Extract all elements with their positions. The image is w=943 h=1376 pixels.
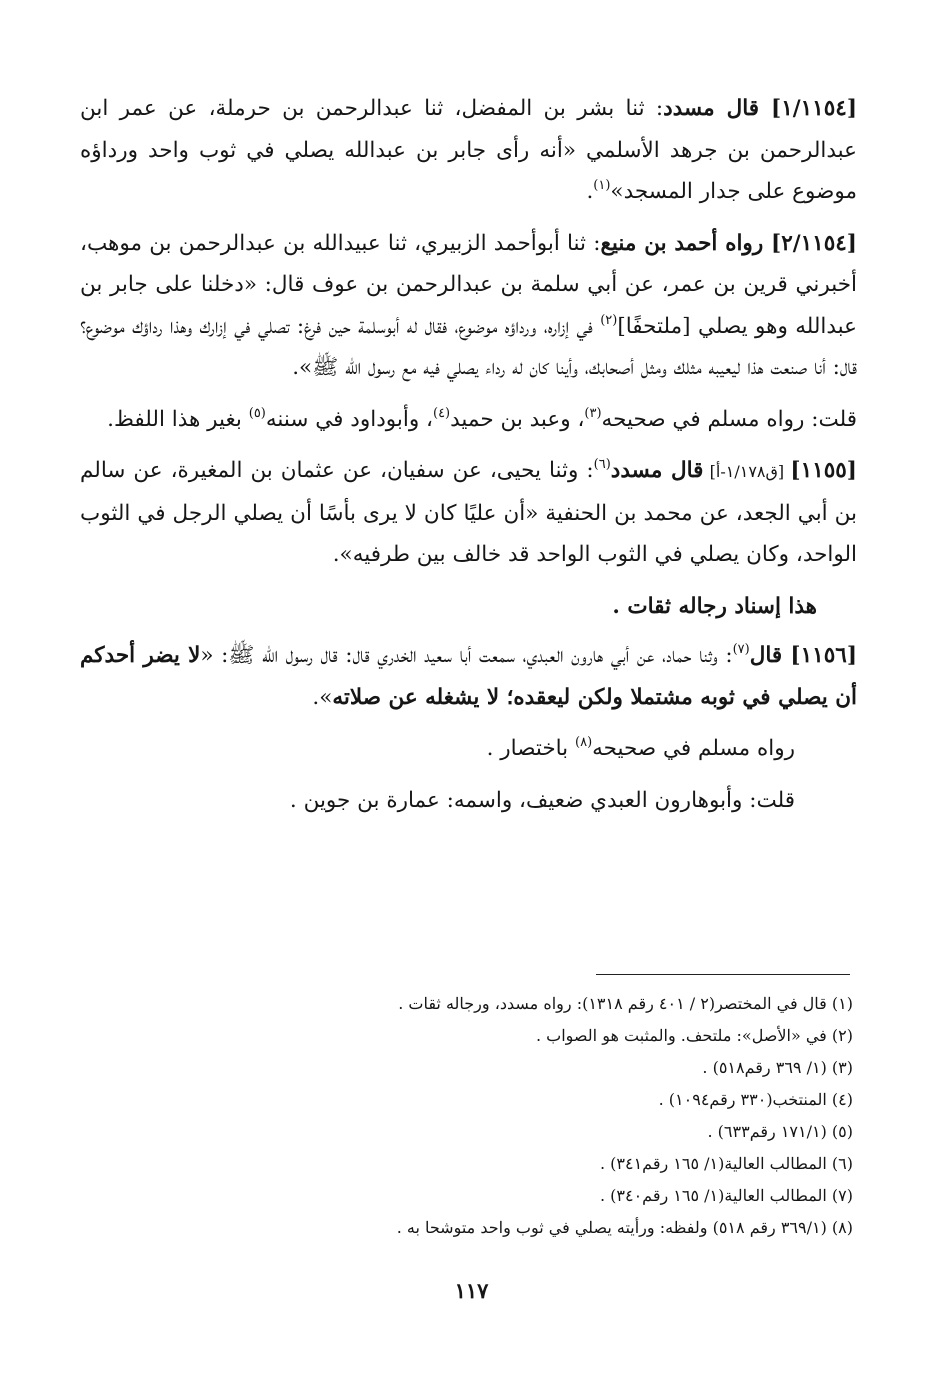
footnote-3: (٣) (١/ ٣٦٩ رقم٥١٨) .: [702, 1058, 853, 1077]
hadith-text: ».: [312, 684, 333, 710]
takhrij-text: رواه مسلم في صحيحه: [592, 736, 795, 761]
isnad-grading: [80, 586, 857, 628]
hadith-text: : ثنا أبوأحمد الزبيري، ثنا عبيدالله بن عبدالرحمن بن موهب، أخبرني قرين بن عمر، عن أبي سلمة بن عبدالرحمن بن عوف قال: «دخلنا على جابر بن عبدالله وهو يصلي [ملتحفًا]: [80, 230, 857, 339]
grading-text: هذا إسناد رجاله ثقات .: [612, 593, 817, 619]
hadith-matn: لا يضر أحدكم أن يصلي في ثوبه مشتملا ولكن ليعقده؛ لا يشغله عن صلاته: [80, 643, 857, 710]
page-number: ١١٧: [454, 1278, 489, 1303]
footnote-ref[interactable]: (١): [593, 178, 611, 193]
main-text: [80, 88, 857, 831]
hadith-text: في إزاره، ورداؤه موضوع، فقال له أبوسلمة حين فرغ: تصلي في إزارك وهذا رداؤك موضوع؟ قال: أنا صنعت هذا ليعيبه مثلك ومثل أصحابك، وأينا كان له رداء يصلي فيه مع رسول الله ﷺ».: [80, 313, 857, 380]
footnote-1: (١) قال في المختصر(٢ / ٤٠١ رقم ١٣١٨): رواه مسدد، ورجاله ثقات .: [398, 994, 853, 1013]
commentary-text: بغير هذا اللفظ.: [107, 406, 249, 432]
footnote-ref[interactable]: (٥): [248, 405, 266, 421]
hadith-label: [١/١١٥٤] قال مسدد: [663, 96, 857, 121]
footnote-ref[interactable]: (٣): [584, 405, 602, 421]
footnote-ref[interactable]: (٢): [600, 312, 618, 328]
commentary-text: ، وعبد بن حميد: [450, 406, 585, 432]
manuscript-ref: [ق١/١٧٨-أ]: [703, 462, 791, 481]
hadith-1154-1: [80, 88, 857, 213]
commentary-paragraph: [80, 399, 857, 441]
footnote-2: (٢) في «الأصل»: ملتحف. والمثبت هو الصواب .: [535, 1026, 853, 1045]
hadith-text: : وثنا يحيى، عن سفيان، عن عثمان بن المغيرة، عن سالم بن أبي الجعد، عن محمد بن الحنفية «أن عليًا كان لا يرى بأسًا أن يصلي الرجل في الثوب الواحد، وكان يصلي في الثوب الواحد قد خالف بين طرفيه».: [80, 458, 857, 567]
footnotes: [80, 988, 853, 1244]
footnote-4: (٤) المنتخب(٣٣٠ رقم١٠٩٤) .: [658, 1090, 853, 1109]
commentary-text: قلت: وأبوهارون العبدي ضعيف، واسمه: عمارة بن جوين .: [289, 787, 795, 813]
hadith-1154-2: [80, 223, 857, 389]
footnote-divider: [596, 974, 850, 975]
commentary-paragraph: [80, 780, 857, 822]
hadith-text: : وثنا حماد، عن أبي هارون العبدي، سمعت أبا سعيد الخدري قال: قال رسول الله ﷺ: «: [200, 643, 733, 668]
takhrij-text: باختصار .: [486, 736, 575, 761]
takhrij-paragraph: [80, 728, 857, 770]
hadith-label: قال مسدد: [610, 458, 704, 483]
footnote-ref[interactable]: (٨): [575, 735, 593, 750]
footnote-ref[interactable]: (٤): [432, 405, 451, 421]
hadith-label: [١١٥٦] قال: [749, 643, 857, 668]
commentary-text: ، وأبوداود في سننه: [265, 406, 433, 432]
footnote-7: (٧) المطالب العالية(١/ ١٦٥ رقم٣٤٠) .: [599, 1186, 853, 1205]
footnote-ref[interactable]: (٦): [593, 457, 611, 472]
hadith-1156: [80, 635, 857, 718]
footnote-ref[interactable]: (٧): [732, 642, 750, 657]
footnote-6: (٦) المطالب العالية(١/ ١٦٥ رقم٣٤١) .: [599, 1154, 853, 1173]
footnote-5: (٥) (١٧١/١ رقم٦٣٣) .: [707, 1122, 853, 1141]
footnote-8: (٨) (٣٦٩/١ رقم ٥١٨) ولفظه: ورأيته يصلي في ثوب واحد متوشحا به .: [396, 1218, 853, 1237]
hadith-label: [٢/١١٥٤] رواه أحمد بن منيع: [600, 230, 857, 256]
hadith-label: [١١٥٥]: [790, 458, 857, 483]
hadith-text: .: [586, 179, 594, 204]
hadith-1155: [80, 450, 857, 576]
hadith-text: : ثنا بشر بن المفضل، ثنا عبدالرحمن بن حرملة، عن عمر ابن عبدالرحمن بن جرهد الأسلمي «أنه رأى جابر بن عبدالله يصلي في ثوب واحد ورداؤه موضوع على جدار المسجد»: [80, 96, 857, 204]
commentary-text: قلت: رواه مسلم في صحيحه: [601, 406, 857, 432]
